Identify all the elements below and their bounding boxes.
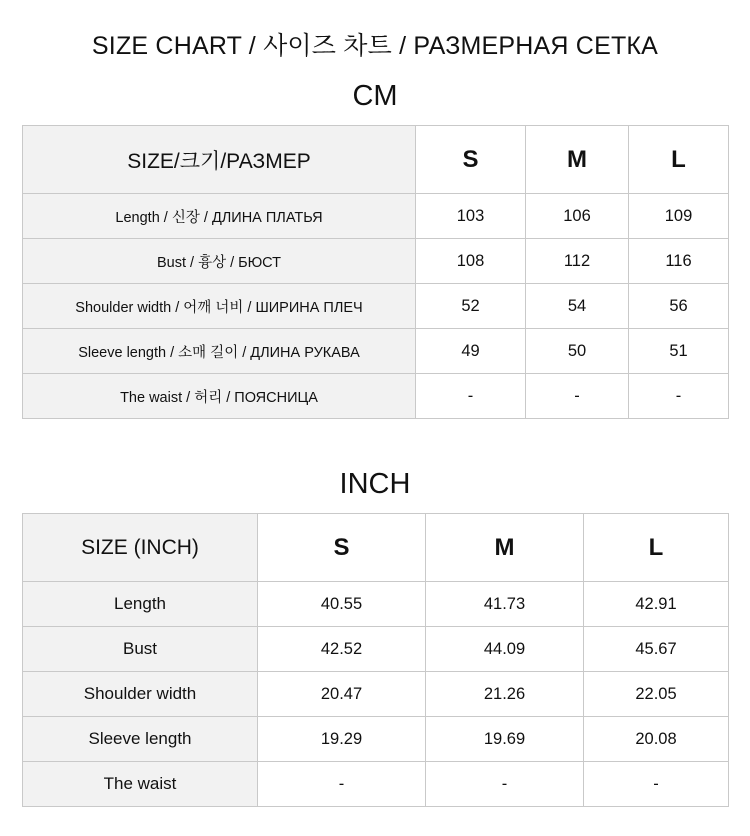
size-m-header: M — [426, 514, 584, 582]
value-cell: 45.67 — [584, 627, 729, 672]
table-header-row — [23, 126, 729, 194]
measurement-label: Bust — [23, 627, 258, 672]
value-cell: 42.91 — [584, 582, 729, 627]
table-row — [23, 239, 729, 284]
size-l-header: L — [629, 126, 729, 194]
value-cell: - — [258, 762, 426, 807]
measurement-label: Bust / 흉상 / БЮСТ — [23, 239, 416, 284]
value-cell: 54 — [526, 284, 629, 329]
measurement-label: The waist / 허리 / ПОЯСНИЦА — [23, 374, 416, 419]
table-row — [23, 627, 729, 672]
value-cell: 42.52 — [258, 627, 426, 672]
measurement-label: The waist — [23, 762, 258, 807]
cm-section-title: CM — [352, 80, 398, 112]
value-cell: - — [629, 374, 729, 419]
value-cell: 21.26 — [426, 672, 584, 717]
value-cell: - — [584, 762, 729, 807]
cm-size-table — [22, 125, 729, 419]
value-cell: 116 — [629, 239, 729, 284]
value-cell: - — [526, 374, 629, 419]
table-row — [23, 717, 729, 762]
table-header-row — [23, 514, 729, 582]
value-cell: 51 — [629, 329, 729, 374]
measurement-label: Shoulder width — [23, 672, 258, 717]
table-row — [23, 374, 729, 419]
size-l-header: L — [584, 514, 729, 582]
value-cell: 19.29 — [258, 717, 426, 762]
size-s-header: S — [258, 514, 426, 582]
value-cell: 19.69 — [426, 717, 584, 762]
measurement-label: Sleeve length / 소매 길이 / ДЛИНА РУКАВА — [23, 329, 416, 374]
value-cell: 112 — [526, 239, 629, 284]
size-column-header: SIZE (INCH) — [23, 514, 258, 582]
measurement-label: Length / 신장 / ДЛИНА ПЛАТЬЯ — [23, 194, 416, 239]
table-row — [23, 329, 729, 374]
table-row — [23, 582, 729, 627]
inch-section-title: INCH — [339, 468, 411, 500]
value-cell: - — [426, 762, 584, 807]
measurement-label: Shoulder width / 어깨 너비 / ШИРИНА ПЛЕЧ — [23, 284, 416, 329]
value-cell: 20.47 — [258, 672, 426, 717]
size-s-header: S — [416, 126, 526, 194]
table-row — [23, 672, 729, 717]
value-cell: 56 — [629, 284, 729, 329]
value-cell: 41.73 — [426, 582, 584, 627]
value-cell: 40.55 — [258, 582, 426, 627]
value-cell: 106 — [526, 194, 629, 239]
measurement-label: Length — [23, 582, 258, 627]
value-cell: 20.08 — [584, 717, 729, 762]
value-cell: 49 — [416, 329, 526, 374]
table-row — [23, 194, 729, 239]
value-cell: 44.09 — [426, 627, 584, 672]
table-row — [23, 762, 729, 807]
measurement-label: Sleeve length — [23, 717, 258, 762]
size-m-header: M — [526, 126, 629, 194]
table-row — [23, 284, 729, 329]
value-cell: 109 — [629, 194, 729, 239]
size-column-header: SIZE/크기/РАЗМЕР — [23, 126, 416, 194]
value-cell: 22.05 — [584, 672, 729, 717]
value-cell: 103 — [416, 194, 526, 239]
value-cell: 52 — [416, 284, 526, 329]
inch-size-table — [22, 513, 729, 807]
value-cell: 108 — [416, 239, 526, 284]
value-cell: 50 — [526, 329, 629, 374]
value-cell: - — [416, 374, 526, 419]
page-title: SIZE CHART / 사이즈 차트 / РАЗМЕРНАЯ СЕТКА — [91, 32, 659, 60]
